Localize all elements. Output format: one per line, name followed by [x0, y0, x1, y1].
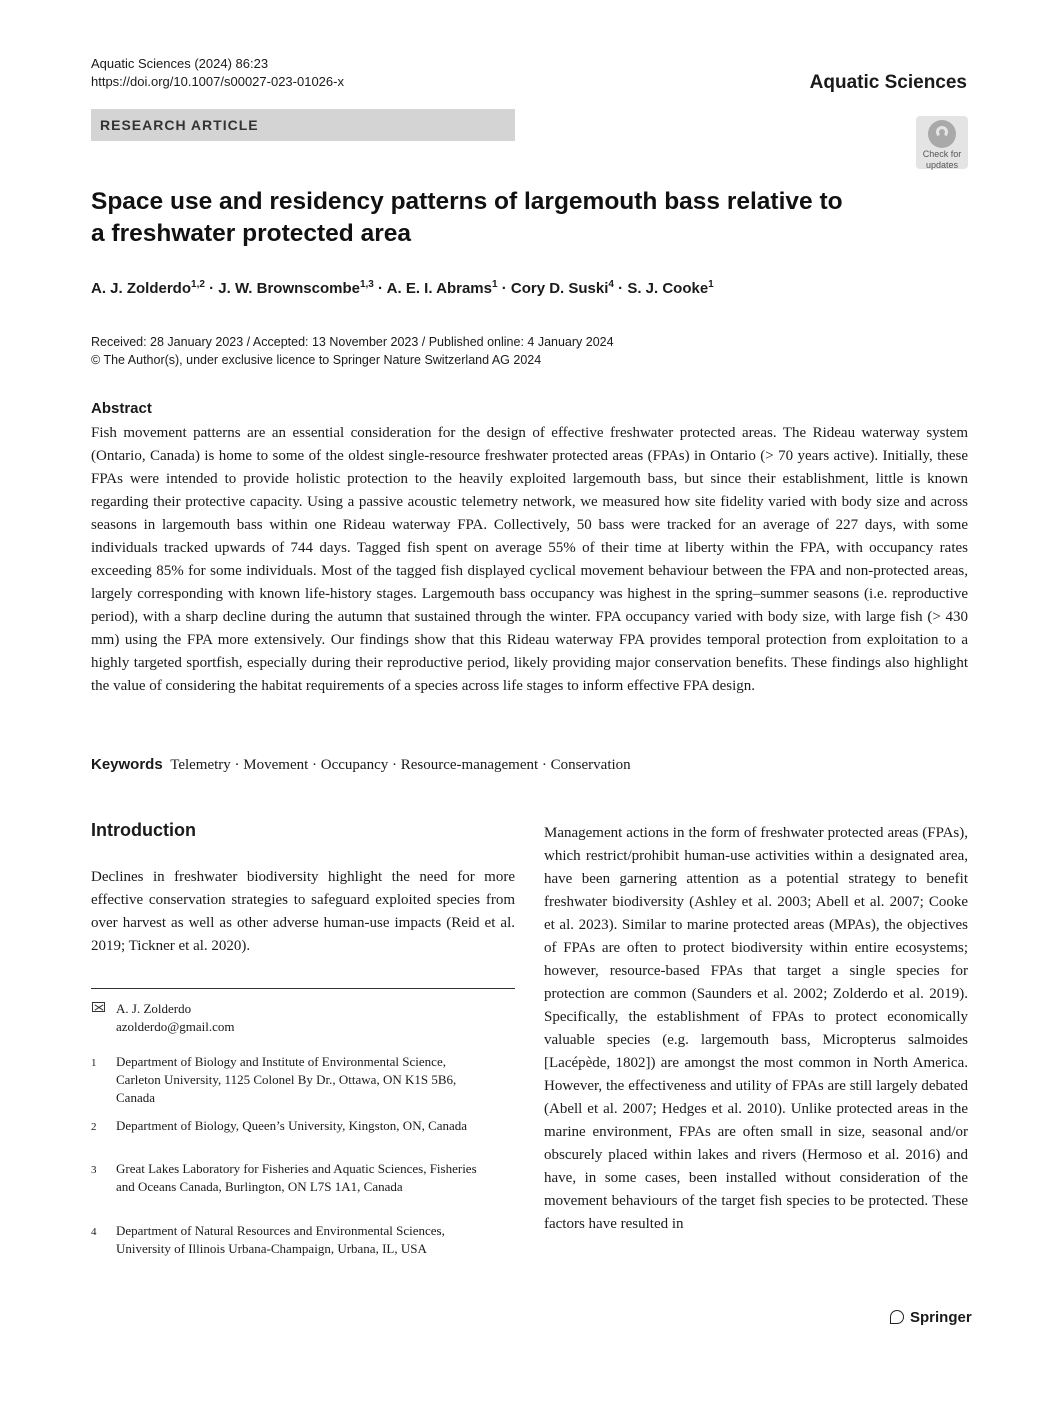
abstract-heading: Abstract	[91, 400, 152, 417]
introduction-heading: Introduction	[91, 820, 196, 840]
corresponding-author-email[interactable]: azolderdo@gmail.com	[116, 1019, 235, 1034]
author-affiliation: 4	[608, 279, 614, 290]
affiliation-3	[91, 1160, 97, 1178]
article-title: Space use and residency patterns of largemouth bass relative to a freshwater protected area	[91, 188, 843, 247]
journal-name: Aquatic Sciences	[809, 72, 967, 93]
affiliation-text: Department of Biology, Queen’s University, Kingston, ON, Canada	[116, 1118, 468, 1133]
springer-horse-icon	[890, 1310, 904, 1324]
date-history: Received: 28 January 2023 / Accepted: 13 November 2023 / Published online: 4 January 2024	[91, 335, 614, 349]
author-name[interactable]: Cory D. Suski	[510, 280, 609, 297]
keywords-list: Telemetry · Movement · Occupancy · Resource-management · Conservation	[170, 757, 631, 773]
corresponding-author-name: A. J. Zolderdo	[116, 1001, 192, 1016]
footnote-divider	[91, 988, 515, 989]
publisher-logo: Springer	[910, 1309, 972, 1326]
author-name[interactable]: A. J. Zolderdo	[91, 280, 192, 297]
affiliation-text: Department of Natural Resources and Environmental Sciences, University of Illinois Urbana-Champaign, Urbana, IL, USA	[116, 1223, 445, 1256]
envelope-icon	[92, 1002, 105, 1012]
author-affiliation: 1	[708, 279, 714, 290]
copyright-line: © The Author(s), under exclusive licence to Springer Nature Switzerland AG 2024	[91, 353, 542, 367]
author-list: A. J. Zolderdo$^{1,2}$ · J. W. Brownscombe$^{1,3}$ · A. E. I. Abrams$^1$ · Cory D. Suski$^4$ · S. J. Cooke$^1$	[91, 279, 714, 297]
affiliation-number: 2	[91, 1121, 97, 1133]
author-name[interactable]: J. W. Brownscombe	[218, 280, 360, 297]
author-name[interactable]: S. J. Cooke	[627, 280, 709, 297]
journal-citation: Aquatic Sciences (2024) 86:23	[91, 56, 269, 71]
abstract-text: Fish movement patterns are an essential consideration for the design of effective freshwater protected areas. The Rideau waterway system (Ontario, Canada) is home to some of the oldest single-resource freshwater protected areas (FPAs) in Ontario (> 70 years active). Initially, these FPAs were intended to provide holistic protection to the heavily exploited largemouth bass, but since their establishment, little is known regarding their protective capacity. Using a passive acoustic telemetry network, we measured how site fidelity varied with body size and across seasons in largemouth bass within one Rideau waterway FPA. Collectively, 50 bass were tracked for an average of 227 days, with some individuals tracked upwards of 744 days. Tagged fish spent on average 55% of their time at liberty within the FPA, with occupancy rates exceeding 85% for some individuals. Most of the tagged fish displayed cyclical movement behaviour between the FPA and non-protected areas, largely corresponding with known life-history stages. Largemouth bass occupancy was highest in the spring–summer seasons (i.e. reproductive period), with a sharp decline during the autumn that sustained through the winter. FPA occupancy varied with body size, with large fish (> 430 mm) using the FPA more extensively. Our findings show that this Rideau waterway FPA provides temporal protection from exploitation to a highly targeted sportfish, especially during their reproductive period, likely providing major conservation benefits. These findings also highlight the value of considering the habitat requirements of a species across life stages to inform effective FPA design.	[91, 425, 968, 694]
keywords-label: Keywords	[91, 756, 163, 773]
affiliation-4	[91, 1222, 97, 1240]
intro-right-paragraph: Management actions in the form of freshwater protected areas (FPAs), which restrict/prohibit human-use activities within a designated area, have been garnering attention as a potential strategy to benefit freshwater biodiversity (Ashley et al. 2003; Abell et al. 2007; Cooke et al. 2023). Similar to marine protected areas (MPAs), the objectives of FPAs are often to protect biodiversity within entire ecosystems; however, resource-based FPAs that target a single species for protection are common (Saunders et al. 2002; Zolderdo et al. 2019). Specifically, the establishment of FPAs to protect economically valuable species (e.g. largemouth bass, Micropterus salmoides [Lacépède, 1802]) are amongst the most common in North America. However, the effectiveness and utility of FPAs are still largely debated (Abell et al. 2007; Hedges et al. 2010). Unlike protected areas in the marine environment, FPAs are often small in size, seasonal and/or obscurely placed within lakes and rivers (Hermoso et al. 2016) and have, in some cases, been installed without consideration of the movement behaviours of the target fish species to be protected. These factors have resulted in	[544, 825, 968, 1232]
affiliation-number: 3	[91, 1164, 97, 1176]
author-affiliation: 1,2	[191, 279, 205, 290]
article-type: RESEARCH ARTICLE	[100, 117, 259, 133]
journal-citation-block	[91, 55, 344, 91]
author-name[interactable]: A. E. I. Abrams	[386, 280, 492, 297]
affiliation-1	[91, 1053, 97, 1071]
check-updates-icon	[928, 120, 956, 148]
affiliation-text: Department of Biology and Institute of Environmental Science, Carleton University, 1125 Colonel By Dr., Ottawa, ON K1S 5B6, Canada	[116, 1054, 457, 1105]
doi-link[interactable]: https://doi.org/10.1007/s00027-023-01026-x	[91, 74, 344, 89]
check-updates-line-2: updates	[925, 160, 959, 170]
publication-dates	[91, 333, 614, 369]
affiliation-number: 1	[91, 1057, 97, 1069]
intro-left-paragraph: Declines in freshwater biodiversity highlight the need for more effective conservation strategies to safeguard exploited species from over harvest as well as other adverse human-use impacts (Reid et al. 2019; Tickner et al. 2020).	[91, 869, 515, 954]
check-updates-line-1: Check for	[922, 149, 962, 159]
affiliation-text: Great Lakes Laboratory for Fisheries and Aquatic Sciences, Fisheries and Oceans Canada, Burlington, ON L7S 1A1, Canada	[116, 1161, 477, 1194]
check-for-updates-badge[interactable]	[916, 116, 968, 169]
corresponding-author	[116, 1000, 234, 1036]
affiliation-number: 4	[91, 1226, 97, 1238]
keywords	[91, 756, 631, 774]
author-affiliation: 1,3	[359, 279, 374, 290]
author-affiliation: 1	[491, 279, 498, 290]
affiliation-2	[91, 1117, 97, 1135]
